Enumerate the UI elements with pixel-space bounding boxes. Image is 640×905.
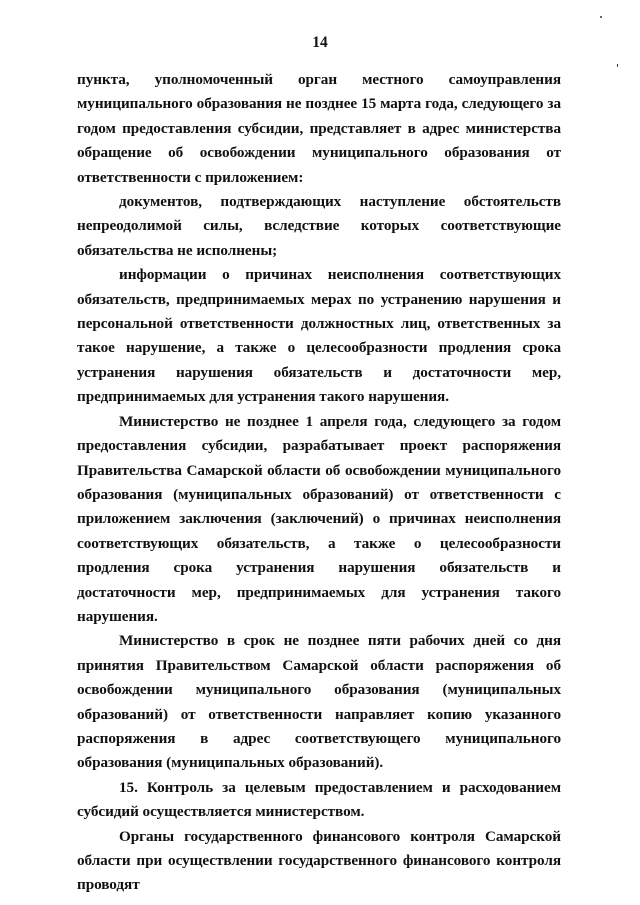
paragraph-documents: документов, подтверждающих наступление обстоятельств непреодолимой силы, вследствие которых соответствующие обязательства не исполнены;: [77, 193, 561, 259]
paragraph-ministry-five-days: Министерство в срок не позднее пяти рабочих дней со дня принятия Правительством Самарской области распоряжения об освобождении муниципального образования (муниципальных образований) от ответственности направляет копию указанного распоряжения в адрес соответствующего муниципального образования (муниципальных образований).: [77, 632, 561, 772]
paragraph-item-15: 15. Контроль за целевым предоставлением и расходованием субсидий осуществляется министерством.: [77, 778, 561, 821]
scan-speck: [617, 64, 618, 67]
paragraph-continuation: пункта, уполномоченный орган местного самоуправления муниципального образования не позднее 15 марта года, следующего за годом предоставления субсидии, представляет в адрес министерства обращение об освобождении муниципального образования от ответственности с приложением:: [77, 71, 561, 186]
paragraph-ministry-april: Министерство не позднее 1 апреля года, следующего за годом предоставления субсидии, разрабатывает проект распоряжения Правительства Самарской области об освобождении муниципального образования (муниципальных образований) от ответственности с приложением заключения (заключений) о причинах неисполнения соответствующих обязательств, а также о целесообразности продления срока устранения нарушения обязательств и достаточности мер, предпринимаемых для устранения такого нарушения.: [77, 412, 561, 625]
paragraph-information: информации о причинах неисполнения соответствующих обязательств, предпринимаемых мерах по устранению нарушения и персональной ответственности должностных лиц, ответственных за такое нарушение, а также о целесообразности продления срока устранения нарушения обязательств и достаточности мер, предпринимаемых для устранения такого нарушения.: [77, 266, 561, 406]
document-body: [77, 68, 561, 898]
page-number: 14: [312, 34, 328, 51]
paragraph-control-bodies: Органы государственного финансового контроля Самарской области при осуществлении государственного финансового контроля проводят: [77, 827, 561, 894]
scan-speck: [600, 16, 602, 18]
